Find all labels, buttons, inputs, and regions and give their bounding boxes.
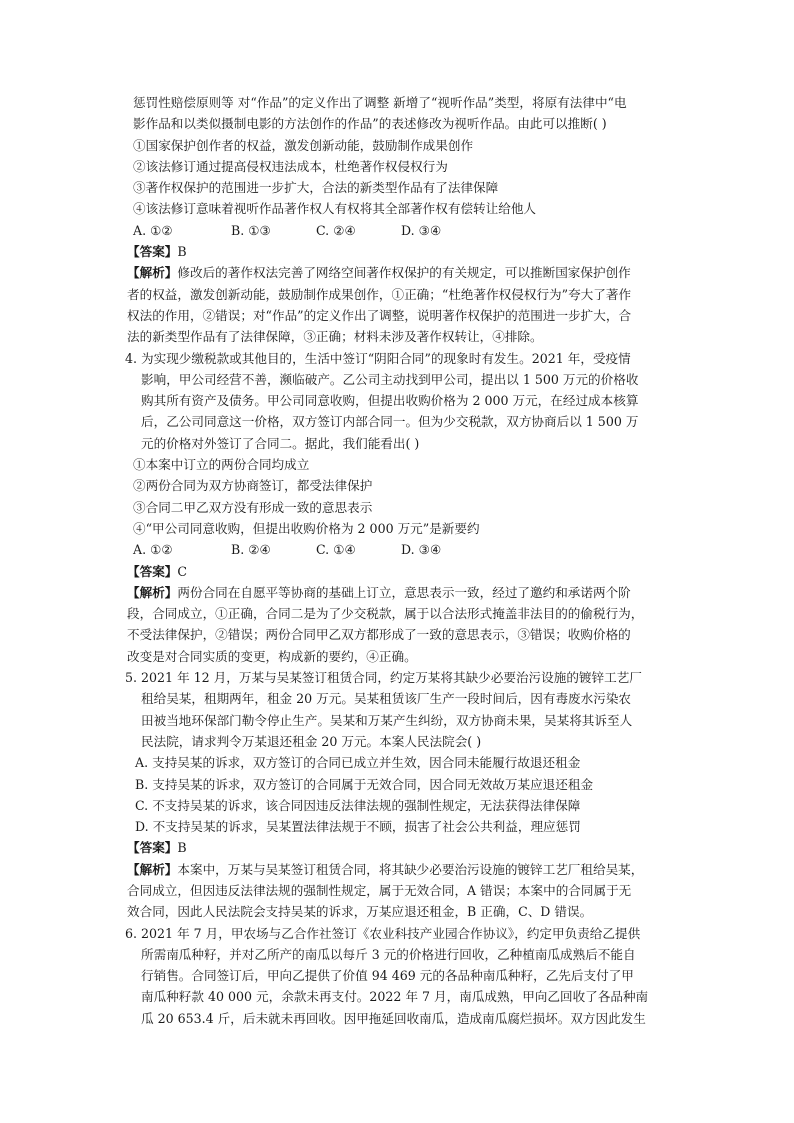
option-c: C. ①④	[316, 542, 356, 558]
question-text-line: 6. 2021 年 7 月，甲农场与乙合作社签订《农业科技产业园合作协议》，约定甲负责给乙提供	[125, 925, 641, 941]
question-text-line: 惩罚性赔偿原则等 对“作品”的定义作出了调整 新增了“视听作品”类型，将原有法律中“电	[133, 95, 627, 110]
question-text-line: 购其所有资产及债务。甲公司同意收购，但提出收购价格为 2 000 万元，在经过成本核算	[141, 393, 639, 409]
choice-c: C. 不支持吴某的诉求，该合同因违反法律法规的强制性规定，无法获得法律保障	[135, 797, 581, 813]
analysis-line: 不受法律保护，②错误；两份合同甲乙双方都形成了一致的意思表示，③错误；收购价格的	[127, 627, 631, 643]
question-3	[127, 92, 673, 348]
analysis-line: 权法的作用，②错误；对“作品”的定义作出了调整，说明著作权保护的范围进一步扩大，合	[127, 307, 632, 323]
question-text-line: 影作品和以类似摄制电影的方法创作的作品”的表述修改为视听作品。由此可以推断( )	[133, 116, 607, 132]
answer-tag: 【答案】	[127, 244, 178, 260]
answer-value: C	[177, 563, 188, 579]
document-content	[125, 92, 673, 1029]
options-row	[133, 539, 673, 560]
statement-1: ①国家保护创作者的权益，激发创新动能，鼓励制作成果创作	[133, 137, 474, 153]
analysis-line	[127, 582, 673, 603]
options-row	[133, 220, 673, 241]
question-text-line: 租给吴某，租期两年，租金 20 万元。吴某租赁该厂生产一段时间后，因有毒废水污染农	[141, 691, 632, 707]
option-a: A. ①②	[133, 542, 173, 558]
analysis-text: 两份合同在自愿平等协商的基础上订立，意思表示一致，经过了邀约和承诺两个阶	[177, 584, 631, 600]
analysis-line	[127, 859, 673, 880]
question-5	[125, 667, 673, 923]
question-text-line: 元的价格对外签订了合同二。据此，我们能看出( )	[141, 435, 420, 451]
answer-value: B	[177, 840, 187, 856]
option-d: D. ③④	[401, 222, 442, 238]
analysis-line: 段，合同成立，①正确，合同二是为了少交税款，属于以合法形式掩盖非法目的的偷税行为，	[127, 606, 644, 622]
question-text-line: 瓜 20 653.4 斤，后未就未再回收。因甲拖延回收南瓜，造成南瓜腐烂损坏。双方因此发生	[141, 1010, 646, 1026]
analysis-tag: 【解析】	[127, 584, 178, 600]
statement-2: ②两份合同为双方协商签订，都受法律保护	[133, 478, 373, 494]
option-c: C. ②④	[316, 222, 356, 238]
statement-1: ①本案中订立的两份合同均成立	[133, 457, 310, 473]
question-text-line: 影响，甲公司经营不善，濒临破产。乙公司主动找到甲公司，提出以 1 500 万元的价格收	[141, 371, 639, 387]
option-b: B. ②④	[231, 542, 271, 558]
question-text-line: 后，乙公司同意这一价格，双方签订内部合同一。但为少交税款，双方协商后以 1 500 万	[141, 414, 639, 430]
question-text-line: 南瓜种籽款 40 000 元，余款未再支付。2022 年 7 月，南瓜成熟，甲向乙回收了各品种南	[141, 989, 649, 1005]
statement-2: ②该法修订通过提高侵权违法成本，杜绝著作权侵权行为	[133, 158, 448, 174]
analysis-line: 效合同，因此人民法院会支持吴某的诉求，万某应退还租金，B 正确，C、D 错误。	[127, 904, 593, 920]
question-6	[125, 923, 673, 1029]
option-b: B. ①③	[231, 222, 271, 238]
answer-line	[127, 241, 673, 262]
choice-b: B. 支持吴某的诉求，双方签订的合同属于无效合同，因合同无效故万某应退还租金	[135, 776, 594, 792]
analysis-line: 改变是对合同实质的变更，构成新的要约，④正确。	[127, 648, 417, 664]
statement-3: ③合同二甲乙双方没有形成一致的意思表示	[133, 499, 373, 515]
analysis-text: 本案中，万某与吴某签订租赁合同，将其缺少必要治污设施的镀锌工艺厂租给吴某，	[177, 861, 644, 877]
question-text-line: 田被当地环保部门勒令停止生产。吴某和万某产生纠纷，双方协商未果，吴某将其诉至人	[141, 712, 633, 728]
analysis-text: 修改后的著作权法完善了网络空间著作权保护的有关规定，可以推断国家保护创作	[177, 265, 631, 281]
statement-3: ③著作权保护的范围进一步扩大，合法的新类型作品有了法律保障	[133, 180, 499, 196]
choice-d: D. 不支持吴某的诉求，吴某置法律法规于不顾，损害了社会公共利益，理应惩罚	[135, 819, 581, 835]
answer-line	[127, 561, 673, 582]
question-text-line: 4. 为实现少缴税款或其他目的，生活中签订“阴阳合同”的现象时有发生。2021 年，受疫情	[125, 350, 631, 366]
answer-tag: 【答案】	[127, 563, 178, 579]
analysis-line: 合同成立，但因违反法律法规的强制性规定，属于无效合同，A 错误；本案中的合同属于无	[127, 882, 632, 898]
answer-tag: 【答案】	[127, 840, 178, 856]
analysis-line	[127, 262, 673, 283]
answer-line	[127, 837, 673, 858]
option-a: A. ①②	[133, 222, 173, 238]
statement-4: ④“甲公司同意收购，但提出收购价格为 2 000 万元”是新要约	[133, 520, 480, 536]
question-4	[125, 348, 673, 667]
analysis-tag: 【解析】	[127, 861, 178, 877]
analysis-line: 法的新类型作品有了法律保障，③正确；材料未涉及著作权转让，④排除。	[127, 329, 543, 345]
question-text-line: 所需南瓜种籽，并对乙所产的南瓜以每斤 3 元的价格进行回收，乙种植南瓜成熟后不能自	[141, 946, 636, 962]
analysis-tag: 【解析】	[127, 265, 178, 281]
question-text-line: 5. 2021 年 12 月，万某与吴某签订租赁合同，约定万某将其缺少必要治污设施的镀锌工艺厂	[125, 670, 642, 686]
question-text-line: 行销售。合同签订后，甲向乙提供了价值 94 469 元的各品种南瓜种籽，乙先后支付了甲	[141, 968, 634, 984]
statement-4: ④该法修订意味着视听作品著作权人有权将其全部著作权有偿转让给他人	[133, 201, 536, 217]
choice-a: A. 支持吴某的诉求，双方签订的合同已成立并生效，因合同未能履行故退还租金	[135, 755, 581, 771]
answer-value: B	[177, 244, 187, 260]
question-text-line: 民法院，请求判令万某退还租金 20 万元。本案人民法院会( )	[141, 733, 482, 749]
option-d: D. ③④	[401, 542, 442, 558]
analysis-line: 者的权益，激发创新动能，鼓励制作成果创作，①正确；“杜绝著作权侵权行为”夸大了著作	[127, 286, 632, 302]
